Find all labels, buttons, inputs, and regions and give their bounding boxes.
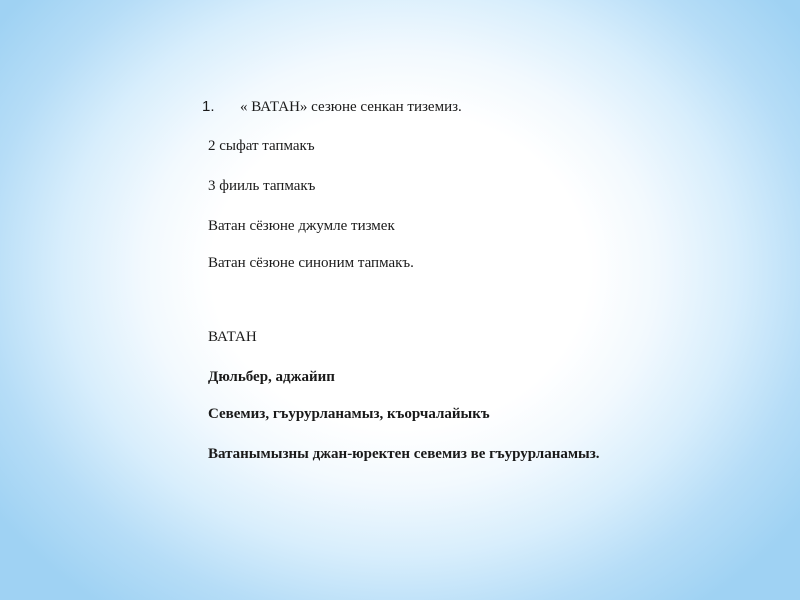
bold-line: Дюльбер, аджайип <box>208 369 335 385</box>
numbered-item <box>202 98 462 116</box>
task-line: Ватан сёзюне джумле тизмек <box>208 218 395 234</box>
task-line: 2 сыфат тапмакъ <box>208 138 315 154</box>
numbered-item-text: « ВАТАН» сезюне сенкан тиземиз. <box>240 99 462 115</box>
bold-line: Ватанымызны джан-юректен севемиз ве гъурурланамыз. <box>208 446 600 462</box>
word-heading: ВАТАН <box>208 329 257 345</box>
bold-line: Севемиз, гъурурланамыз, къорчалайыкъ <box>208 406 490 422</box>
task-line: Ватан сёзюне синоним тапмакъ. <box>208 255 414 271</box>
list-number: 1. <box>202 98 215 115</box>
task-line: 3 фииль тапмакъ <box>208 178 316 194</box>
